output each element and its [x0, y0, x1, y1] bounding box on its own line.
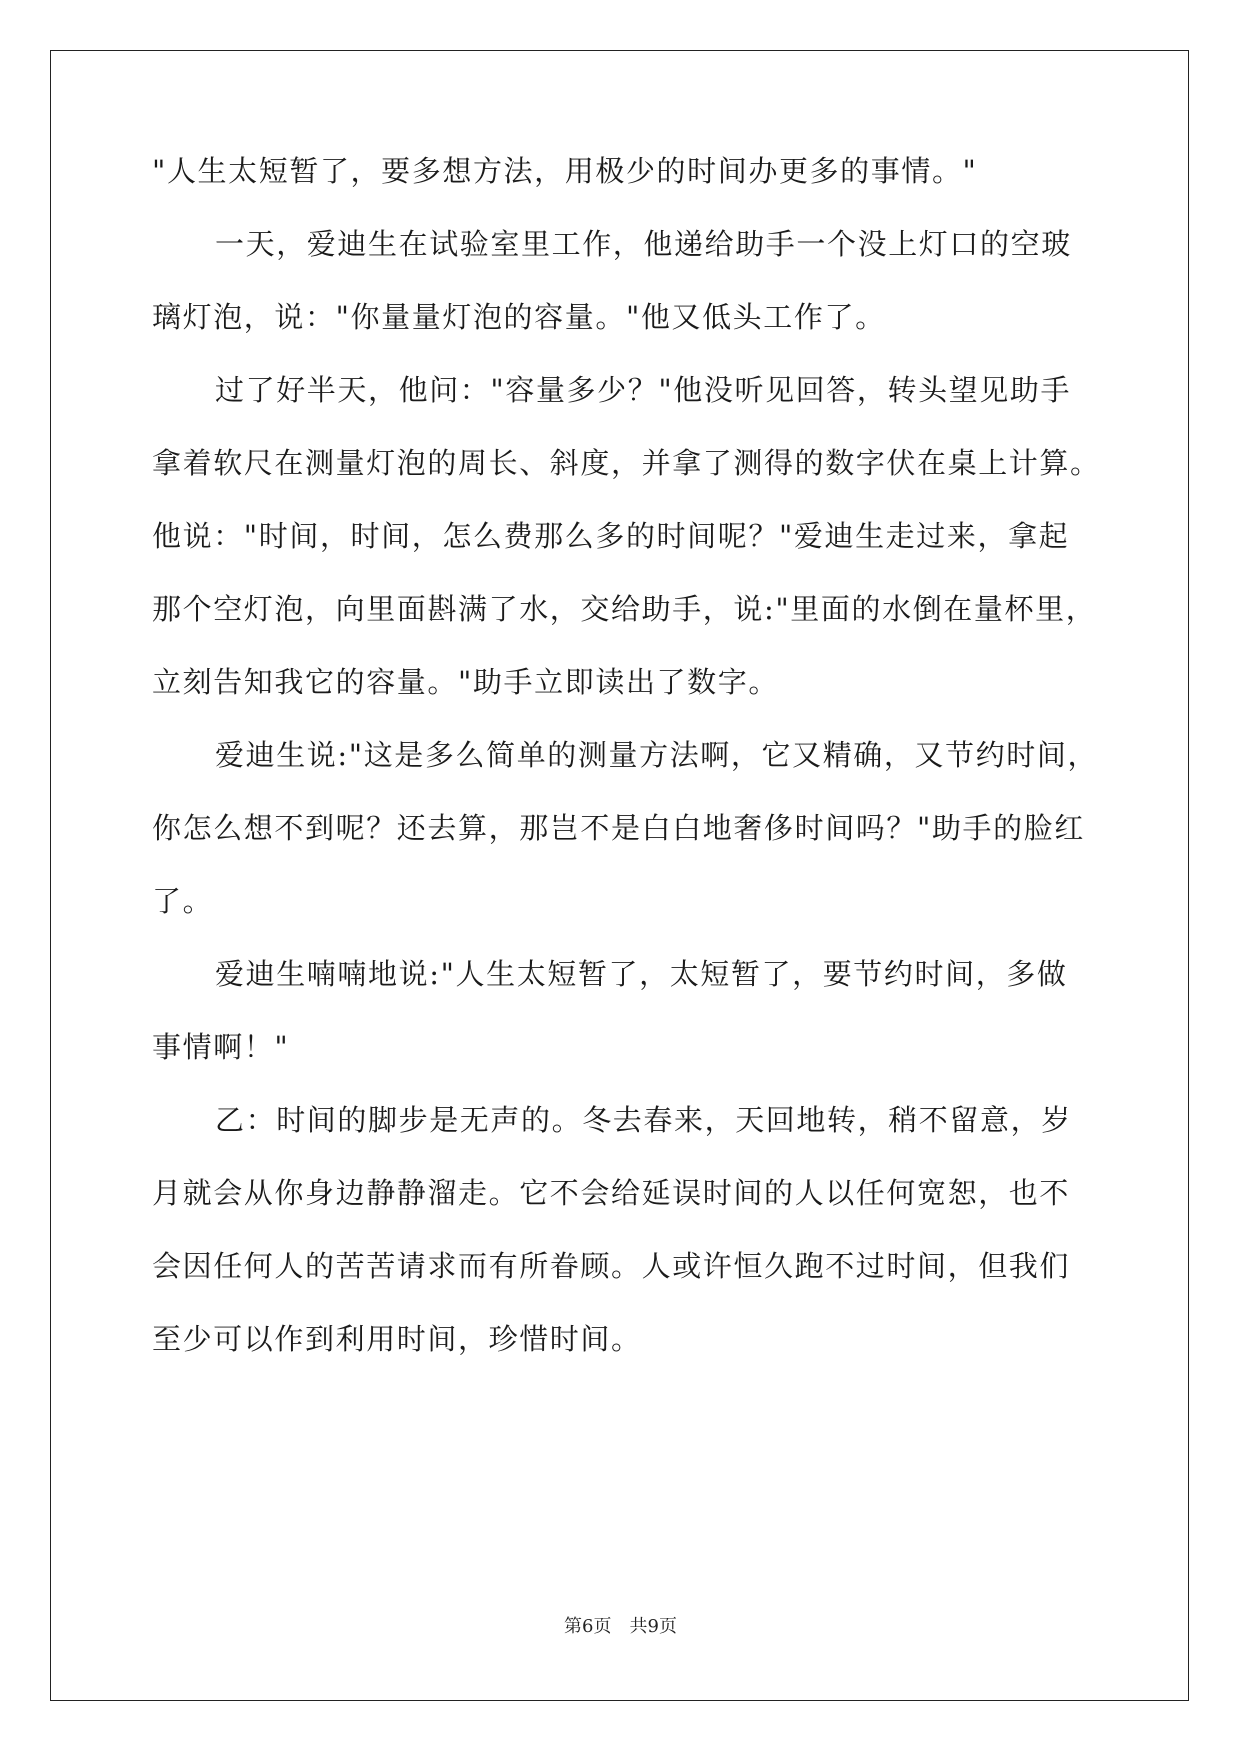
text-line: 爱迪生喃喃地说:"人生太短暂了，太短暂了，要节约时间，多做 — [215, 957, 1068, 991]
text-line: 会因任何人的苦苦请求而有所眷顾。人或许恒久跑不过时间，但我们 — [152, 1249, 1071, 1283]
page-number: 第6页 共9页 — [564, 1616, 677, 1637]
text-line: 乙：时间的脚步是无声的。冬去春来，天回地转，稍不留意，岁 — [215, 1103, 1072, 1137]
text-line: 至少可以作到利用时间，珍惜时间。 — [152, 1322, 642, 1356]
text-line: "人生太短暂了，要多想方法，用极少的时间办更多的事情。" — [152, 154, 978, 188]
text-line: 月就会从你身边静静溜走。它不会给延误时间的人以任何宽恕，也不 — [152, 1176, 1071, 1210]
text-line: 璃灯泡，说："你量量灯泡的容量。"他又低头工作了。 — [152, 300, 886, 334]
text-line: 一天，爱迪生在试验室里工作，他递给助手一个没上灯口的空玻 — [215, 227, 1072, 261]
text-line: 他说："时间，时间，怎么费那么多的时间呢？"爱迪生走过来，拿起 — [152, 519, 1070, 553]
text-line: 立刻告知我它的容量。"助手立即读出了数字。 — [152, 665, 779, 699]
text-line: 那个空灯泡，向里面斟满了水，交给助手，说:"里面的水倒在量杯里， — [152, 592, 1097, 626]
text-line: 过了好半天，他问："容量多少？"他没听见回答，转头望见助手 — [215, 373, 1072, 407]
text-line: 拿着软尺在测量灯泡的周长、斜度，并拿了测得的数字伏在桌上计算。 — [152, 446, 1101, 480]
text-line: 了。 — [152, 884, 214, 918]
page-border — [50, 50, 1189, 1701]
text-line: 你怎么想不到呢？还去算，那岂不是白白地奢侈时间吗？"助手的脸红 — [152, 811, 1085, 845]
text-line: 爱迪生说:"这是多么简单的测量方法啊，它又精确，又节约时间， — [215, 738, 1099, 772]
text-line: 事情啊！" — [152, 1030, 290, 1064]
